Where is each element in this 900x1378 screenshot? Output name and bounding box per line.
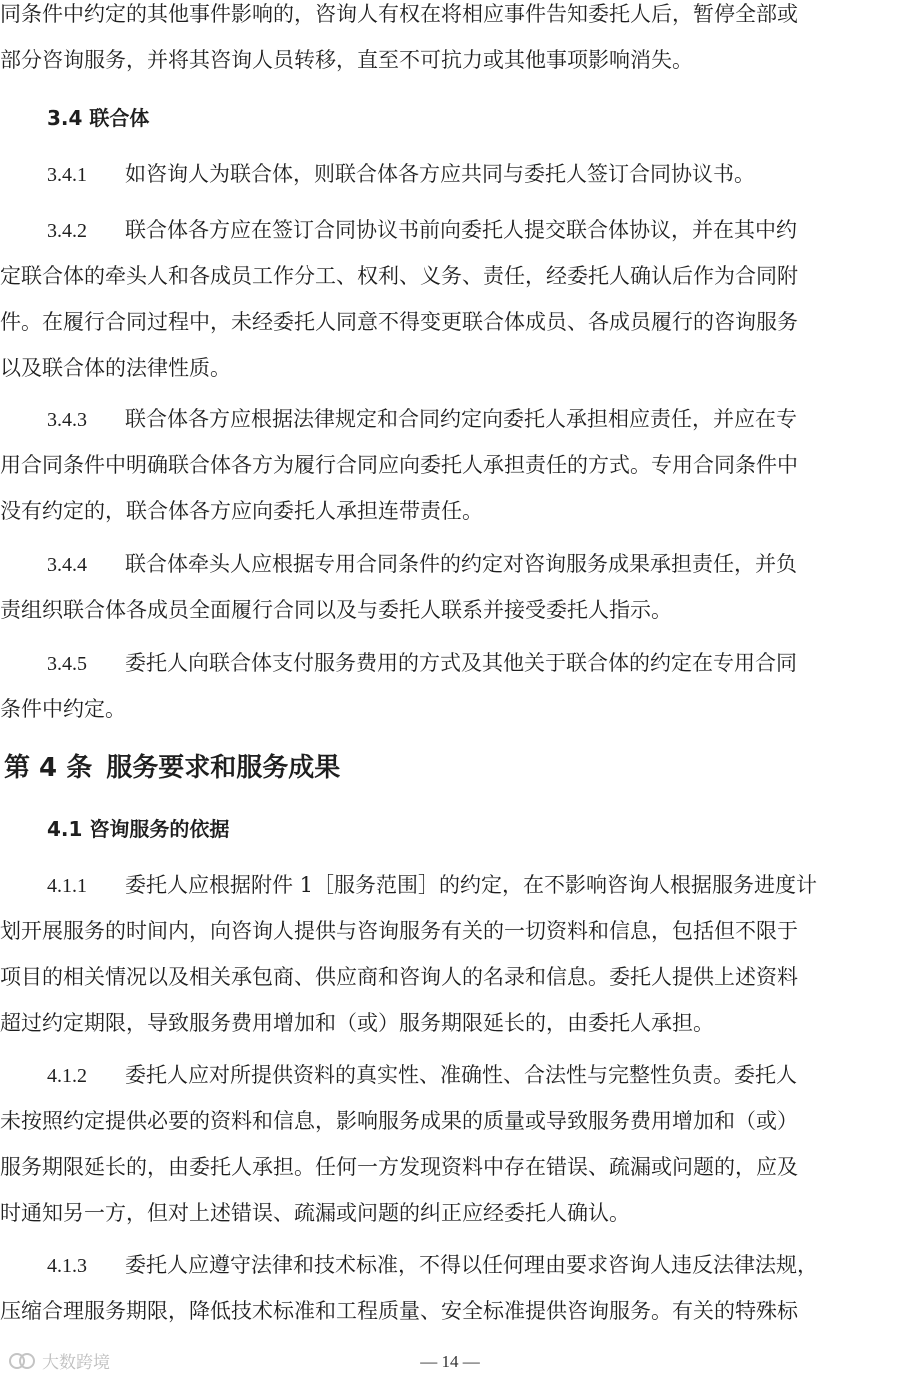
clause-text: 委托人应遵守法律和技术标准，不得以任何理由要求咨询人违反法律法规， — [125, 1253, 818, 1277]
article-title: 服务要求和服务成果 — [106, 753, 341, 783]
text-line: 同条件中约定的其他事件影响的，咨询人有权在将相应事件告知委托人后，暂停全部或 — [0, 2, 798, 26]
text-line: 定联合体的牵头人和各成员工作分工、权利、义务、责任，经委托人确认后作为合同附 — [0, 264, 798, 288]
clause-4-1-3 — [0, 1247, 872, 1339]
section-heading-3-4: 3.4 联合体 — [47, 106, 150, 130]
watermark — [8, 1348, 110, 1373]
clause-number: 3.4.1 — [47, 164, 87, 186]
clause-4-1-2 — [0, 1057, 872, 1241]
clause-number: 3.4.5 — [47, 653, 87, 675]
clause-number: 3.4.4 — [47, 554, 87, 576]
text-line: 部分咨询服务，并将其咨询人员转移，直至不可抗力或其他事项影响消失。 — [0, 48, 693, 72]
clause-3-4-3 — [0, 401, 872, 539]
text-line: 没有约定的，联合体各方应向委托人承担连带责任。 — [0, 499, 483, 523]
text-line: 未按照约定提供必要的资料和信息，影响服务成果的质量或导致服务费用增加和（或） — [0, 1109, 798, 1133]
clause-3-4-4 — [0, 546, 872, 638]
page-number: — 14 — — [420, 1352, 480, 1371]
clause-text: 联合体各方应在签订合同协议书前向委托人提交联合体协议，并在其中约 — [125, 218, 797, 242]
text-line — [0, 645, 872, 691]
clause-text: 委托人应根据附件 1［服务范围］的约定，在不影响咨询人根据服务进度计 — [125, 873, 818, 897]
text-line: 用合同条件中明确联合体各方为履行合同应向委托人承担责任的方式。专用合同条件中 — [0, 453, 798, 477]
clause-number: 4.1.2 — [47, 1065, 87, 1087]
clause-number: 4.1.3 — [47, 1255, 87, 1277]
text-line: 以及联合体的法律性质。 — [0, 356, 231, 380]
clause-text: 委托人应对所提供资料的真实性、准确性、合法性与完整性负责。委托人 — [125, 1063, 797, 1087]
clause-3-4-5 — [0, 645, 872, 737]
text-line: 超过约定期限，导致服务费用增加和（或）服务期限延长的，由委托人承担。 — [0, 1011, 714, 1035]
clause-3-4-2 — [0, 212, 872, 396]
text-line: 划开展服务的时间内，向咨询人提供与咨询服务有关的一切资料和信息，包括但不限于 — [0, 919, 798, 943]
text-line: 责组织联合体各成员全面履行合同以及与委托人联系并接受委托人指示。 — [0, 598, 672, 622]
text-line — [0, 1057, 872, 1103]
article-heading — [4, 748, 340, 788]
text-line — [0, 867, 872, 913]
text-line: 服务期限延长的，由委托人承担。任何一方发现资料中存在错误、疏漏或问题的，应及 — [0, 1155, 798, 1179]
watermark-text: 大数跨境 — [42, 1353, 110, 1373]
clause-text: 联合体各方应根据法律规定和合同约定向委托人承担相应责任，并应在专 — [125, 407, 797, 431]
text-line — [0, 156, 872, 202]
intro-paragraph — [0, 0, 872, 88]
text-line — [0, 212, 872, 258]
text-line: 条件中约定。 — [0, 697, 126, 721]
clause-text: 委托人向联合体支付服务费用的方式及其他关于联合体的约定在专用合同 — [125, 651, 797, 675]
clause-4-1-1 — [0, 867, 872, 1051]
clause-text: 如咨询人为联合体，则联合体各方应共同与委托人签订合同协议书。 — [125, 162, 755, 186]
section-heading-4-1: 4.1 咨询服务的依据 — [47, 817, 230, 841]
article-number: 第 4 条 — [4, 753, 93, 783]
clause-number: 3.4.2 — [47, 220, 87, 242]
watermark-logo-icon — [8, 1351, 38, 1371]
clause-number: 4.1.1 — [47, 875, 87, 897]
text-line: 件。在履行合同过程中，未经委托人同意不得变更联合体成员、各成员履行的咨询服务 — [0, 310, 798, 334]
clause-3-4-1 — [0, 156, 872, 202]
text-line: 项目的相关情况以及相关承包商、供应商和咨询人的名录和信息。委托人提供上述资料 — [0, 965, 798, 989]
text-line — [0, 546, 872, 592]
text-line — [0, 401, 872, 447]
clause-number: 3.4.3 — [47, 409, 87, 431]
text-line — [0, 1247, 872, 1293]
text-line: 时通知另一方，但对上述错误、疏漏或问题的纠正应经委托人确认。 — [0, 1201, 630, 1225]
text-line: 压缩合理服务期限，降低技术标准和工程质量、安全标准提供咨询服务。有关的特殊标 — [0, 1299, 798, 1323]
clause-text: 联合体牵头人应根据专用合同条件的约定对咨询服务成果承担责任，并负 — [125, 552, 797, 576]
